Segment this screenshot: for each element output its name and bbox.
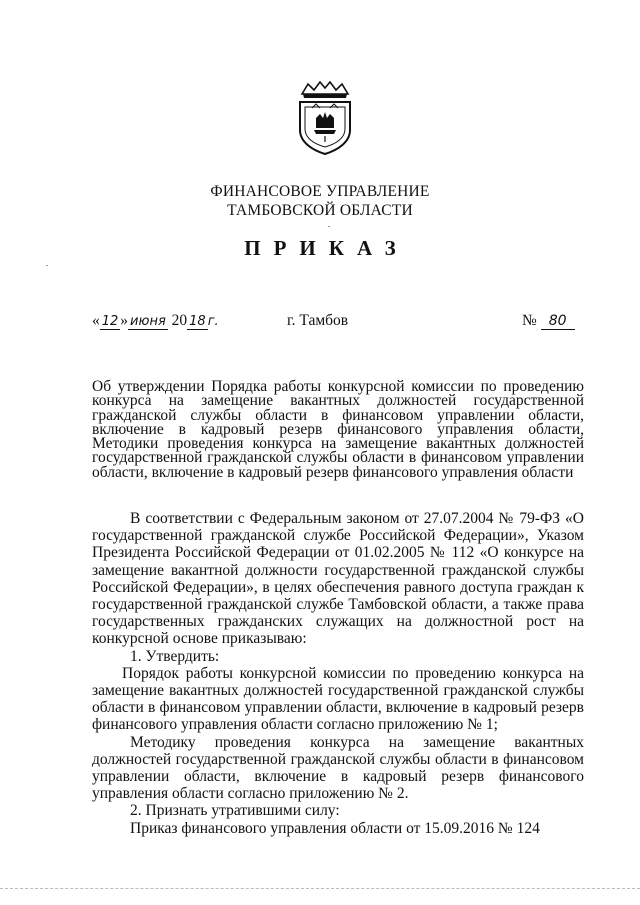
- number-value: 80: [541, 313, 575, 330]
- date-year-prefix: 20: [171, 312, 188, 329]
- document-body: [92, 510, 584, 837]
- document-type-title: ПРИКАЗ: [244, 236, 409, 260]
- scan-edge-marks: [0, 888, 640, 893]
- organization-name-line1: ФИНАНСОВОЕ УПРАВЛЕНИЕ: [210, 183, 430, 200]
- document-city: г. Тамбов: [287, 312, 349, 329]
- scan-speck: [328, 226, 330, 227]
- body-item-1-a: Порядок работы конкурсной комиссии по проведению конкурса на замещение вакантных должностей государственной гражданской службы области в финансовом управлении области, включение в кадровый резерв финансового управления области согласно приложению № 1;: [92, 664, 584, 734]
- body-preamble: В соответствии с Федеральным законом от 27.07.2004 № 79-ФЗ «О государственной гражданской службе Российской Федерации», Указом Президента Российской Федерации от 01.02.2005 № 112 «О конкурсе на замещение вакантной должности государственной гражданской службы Российской Федерации», в целях обеспечения равного доступа граждан к государственной гражданской службе Тамбовской области, а также права государственных гражданских служащих на должностной рост на конкурсной основе приказываю:: [92, 510, 584, 648]
- number-label: №: [522, 312, 537, 329]
- date-year-suffix: 18: [189, 314, 206, 329]
- scan-speck: [46, 265, 48, 266]
- coat-of-arms-icon: [294, 80, 356, 156]
- date-quote-open: «: [92, 312, 100, 329]
- date-day: 12: [101, 314, 119, 329]
- document-number: [522, 312, 575, 330]
- organization-name-line2: ТАМБОВСКОЙ ОБЛАСТИ: [227, 202, 413, 219]
- date-quote-close: »: [120, 312, 129, 329]
- date-year-end: г.: [207, 314, 219, 329]
- body-item-1-b: Методику проведения конкурса на замещение вакантных должностей государственной гражданской службы области в финансовом управлении области, включение в кадровый резерв финансового управления области согласно приложению № 2.: [92, 733, 584, 803]
- body-item-2-a: Приказ финансового управления области от 15.09.2016 № 124: [130, 819, 540, 837]
- date-month: июня: [130, 314, 166, 329]
- body-item-2: 2. Признать утратившими силу:: [130, 802, 340, 820]
- body-item-1: 1. Утвердить:: [130, 647, 220, 665]
- document-date: [92, 312, 219, 330]
- document-subject: Об утверждении Порядка работы конкурсной комиссии по проведению конкурса на замещение вакантных должностей государственной гражданской службы области в финансовом управлении области, включение в кадровый резерв финансового управления области, Методики проведения конкурса на замещение вакантных должностей государственной гражданской службы области в финансовом управлении области, включение в кадровый резерв финансового управления области: [92, 378, 584, 481]
